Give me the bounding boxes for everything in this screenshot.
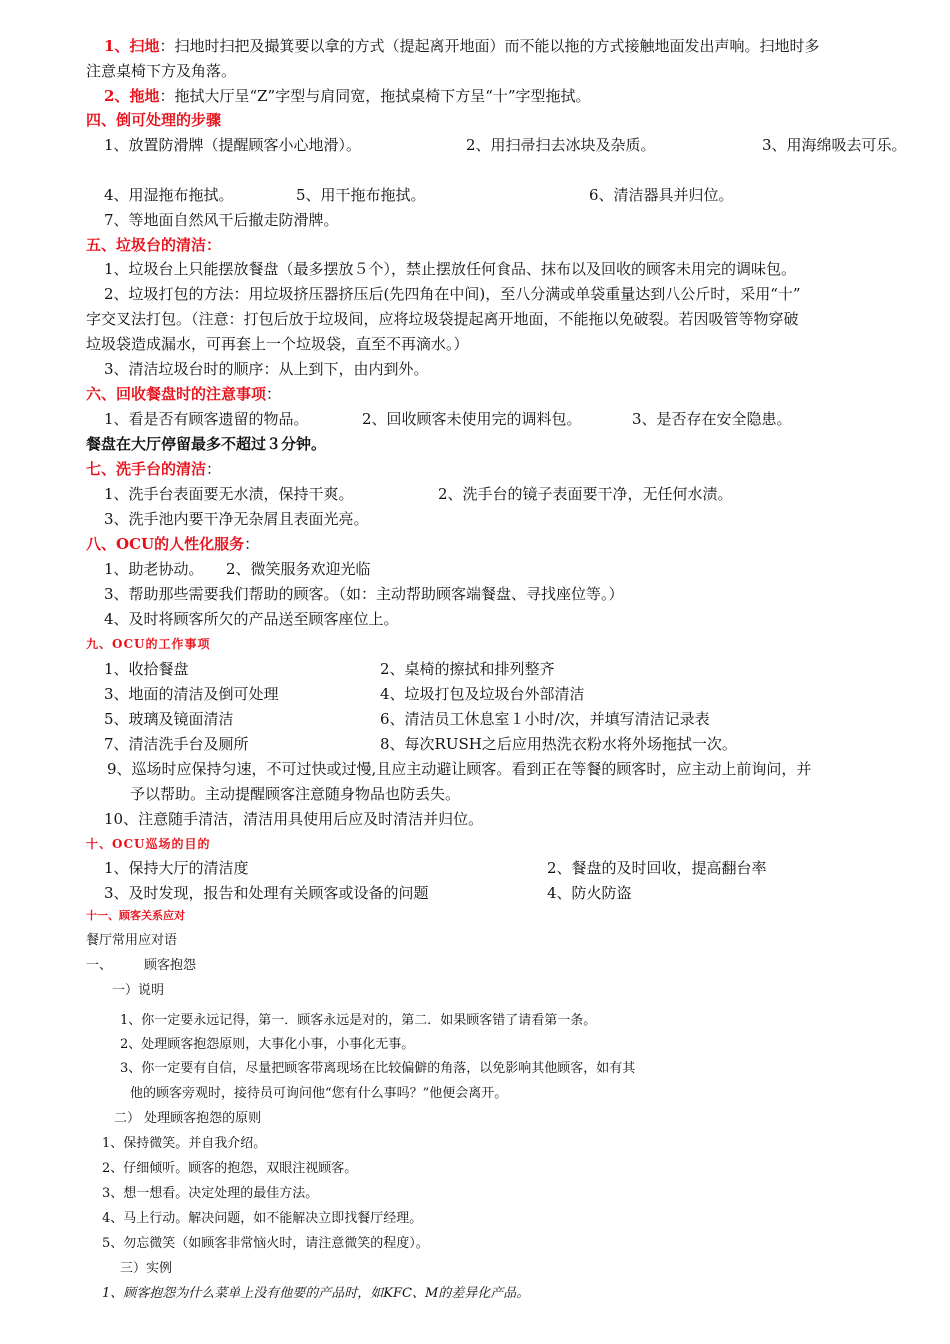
sec11-r3: 3、想一想看。决定处理的最佳方法。 <box>102 1186 319 1201</box>
sec9-item-4: 4、垃圾打包及垃圾台外部清洁 <box>380 685 585 703</box>
sec11-r5: 5、勿忘微笑（如顾客非常恼火时，请注意微笑的程度）。 <box>102 1236 429 1251</box>
sec11-r2: 2、仔细倾听。顾客的抱怨，双眼注视顾客。 <box>102 1161 358 1176</box>
sec7-item-3: 3、洗手池内要干净无杂屑且表面光亮。 <box>104 510 369 528</box>
sec5-item-2-line-3: 垃圾袋造成漏水，可再套上一个垃圾袋，直至不再滴水。） <box>86 335 469 353</box>
sec9-item-7: 7、清洁洗手台及厕所 <box>104 735 249 753</box>
sec9-item-9-line-1: 9、巡场时应保持匀速，不可过快或过慢,且应主动避让顾客。看到正在等餐的顾客时，应主动上前询问，并 <box>107 760 812 778</box>
sec5-item-1: 1、垃圾台上只能摆放餐盘（最多摆放５个），禁止摆放任何食品、抹布以及回收的顾客未用完的调味包。 <box>104 260 797 278</box>
sec10-item-4: 4、防火防盗 <box>547 884 632 902</box>
sec11-dialog-heading: 餐厅常用应对语 <box>86 933 178 948</box>
section-5-title: 五、垃圾台的清洁： <box>86 236 222 254</box>
sec5-item-3: 3、清洁垃圾台时的顺序：从上到下，由内到外。 <box>104 360 429 378</box>
sec4-step-3: 3、用海绵吸去可乐。 <box>762 136 907 154</box>
section-6-title-line <box>86 384 281 404</box>
sec4-step-6: 6、清洁器具并归位。 <box>589 186 734 204</box>
section-9-title: 九、OCU的工作事项 <box>86 637 211 651</box>
sec11-sub3: 三）实例 <box>120 1261 173 1276</box>
sec8-item-1: 1、助老协动。 <box>104 560 204 578</box>
sec11-example-1: 1、顾客抱怨为什么菜单上没有他要的产品时，如KFC、M的差异化产品。 <box>102 1286 530 1301</box>
sec8-item-2: 2、微笑服务欢迎光临 <box>226 560 371 578</box>
section-7-colon: ： <box>206 460 222 478</box>
sec4-step-7: 7、等地面自然风干后撤走防滑牌。 <box>104 211 339 229</box>
section-8-colon: ： <box>244 535 260 553</box>
section-8-title: 八、OCU的人性化服务 <box>86 535 245 553</box>
section-11-title: 十一、顾客关系应对 <box>86 909 185 922</box>
sec8-item-3: 3、帮助那些需要我们帮助的顾客。（如：主动帮助顾客端餐盘、寻找座位等。） <box>104 585 624 603</box>
sec9-item-3: 3、地面的清洁及倒可处理 <box>104 685 279 703</box>
sec9-item-8: 8、每次RUSH之后应用热洗衣粉水将外场拖拭一次。 <box>380 735 737 753</box>
sec10-item-1: 1、保持大厅的清洁度 <box>104 859 249 877</box>
sec9-item-2: 2、桌椅的擦拭和排列整齐 <box>380 660 555 678</box>
sec5-item-2-line-2: 字交叉法打包。（注意：打包后放于垃圾间，应将垃圾袋提起离开地面，不能拖以免破裂。若因吸管等物穿破 <box>86 310 799 328</box>
sec9-item-9-line-2: 予以帮助。主动提醒顾客注意随身物品也防丢失。 <box>130 785 461 803</box>
sec10-item-3: 3、及时发现，报告和处理有关顾客或设备的问题 <box>104 884 429 902</box>
sec7-item-1: 1、洗手台表面要无水渍，保持干爽。 <box>104 485 354 503</box>
section-6-title: 六、回收餐盘时的注意事项 <box>86 385 267 403</box>
sec8-item-4: 4、及时将顾客所欠的产品送至顾客座位上。 <box>104 610 399 628</box>
sec5-item-2-line-1: 2、垃圾打包的方法：用垃圾挤压器挤压后(先四角在中间)，至八分满或单袋重量达到八公斤时，采用“十” <box>104 285 801 303</box>
sec9-item-10: 10、注意随手清洁，清洁用具使用后应及时清洁并归位。 <box>104 810 484 828</box>
sec9-item-5: 5、玻璃及镜面清洁 <box>104 710 234 728</box>
sweep-text: ：扫地时扫把及撮箕要以拿的方式（提起离开地面）而不能以拖的方式接触地面发出声响。扫地时多 <box>159 37 820 55</box>
sec11-sub1: 一）说明 <box>112 983 165 998</box>
sweep-line-1 <box>104 36 819 56</box>
section-7-title-line <box>86 459 221 479</box>
sec11-e1: 1、你一定要永远记得，第一．顾客永远是对的，第二．如果顾客错了请看第一条。 <box>120 1013 597 1028</box>
section-7-title: 七、洗手台的清洁 <box>86 460 207 478</box>
section-10-title: 十、OCU巡场的目的 <box>86 837 211 851</box>
sec11-r1: 1、保持微笑。并自我介绍。 <box>102 1136 267 1151</box>
sec11-part1-number: 一、 <box>86 958 113 973</box>
sec11-e3-line-1: 3、你一定要有自信，尽量把顾客带离现场在比较偏僻的角落，以免影响其他顾客，如有其 <box>120 1061 636 1076</box>
section-4-title: 四、倒可处理的步骤 <box>86 111 222 129</box>
sec11-e3-line-2: 他的顾客旁观时，接待员可询问他“您有什么事吗？”他便会离开。 <box>130 1086 508 1101</box>
sec9-item-1: 1、收拾餐盘 <box>104 660 189 678</box>
sec11-r4: 4、马上行动。解决问题，如不能解决立即找餐厅经理。 <box>102 1211 423 1226</box>
sec9-item-6: 6、清洁员工休息室１小时/次，并填写清洁记录表 <box>380 710 710 728</box>
sec11-part1-title: 顾客抱怨 <box>144 958 197 973</box>
section-8-title-line <box>86 534 259 554</box>
sec4-step-5: 5、用干拖布拖拭。 <box>296 186 426 204</box>
sec7-item-2: 2、洗手台的镜子表面要干净，无任何水渍。 <box>438 485 733 503</box>
sweep-label: 1、扫地 <box>104 37 160 55</box>
sec11-e2: 2、处理顾客抱怨原则，大事化小事，小事化无事。 <box>120 1037 415 1052</box>
sec4-step-4: 4、用湿拖布拖拭。 <box>104 186 234 204</box>
sec6-item-1: 1、看是否有顾客遗留的物品。 <box>104 410 309 428</box>
mop-line <box>104 86 591 106</box>
sec6-note: 餐盘在大厅停留最多不超过３分钟。 <box>86 435 327 453</box>
sec10-item-2: 2、餐盘的及时回收，提高翻台率 <box>547 859 767 877</box>
sec4-step-1: 1、放置防滑牌（提醒顾客小心地滑）。 <box>104 136 362 154</box>
sec6-item-2: 2、回收顾客未使用完的调料包。 <box>362 410 582 428</box>
sweep-line-2: 注意桌椅下方及角落。 <box>86 62 237 80</box>
sec11-sub2: 二） 处理顾客抱怨的原则 <box>114 1111 262 1126</box>
sec4-step-2: 2、用扫帚扫去冰块及杂质。 <box>466 136 656 154</box>
section-6-colon: ： <box>266 385 282 403</box>
mop-text: ：拖拭大厅呈“Z”字型与肩同宽，拖拭桌椅下方呈“十”字型拖拭。 <box>159 87 591 105</box>
mop-label: 2、拖地 <box>104 87 160 105</box>
sec6-item-3: 3、是否存在安全隐患。 <box>632 410 792 428</box>
